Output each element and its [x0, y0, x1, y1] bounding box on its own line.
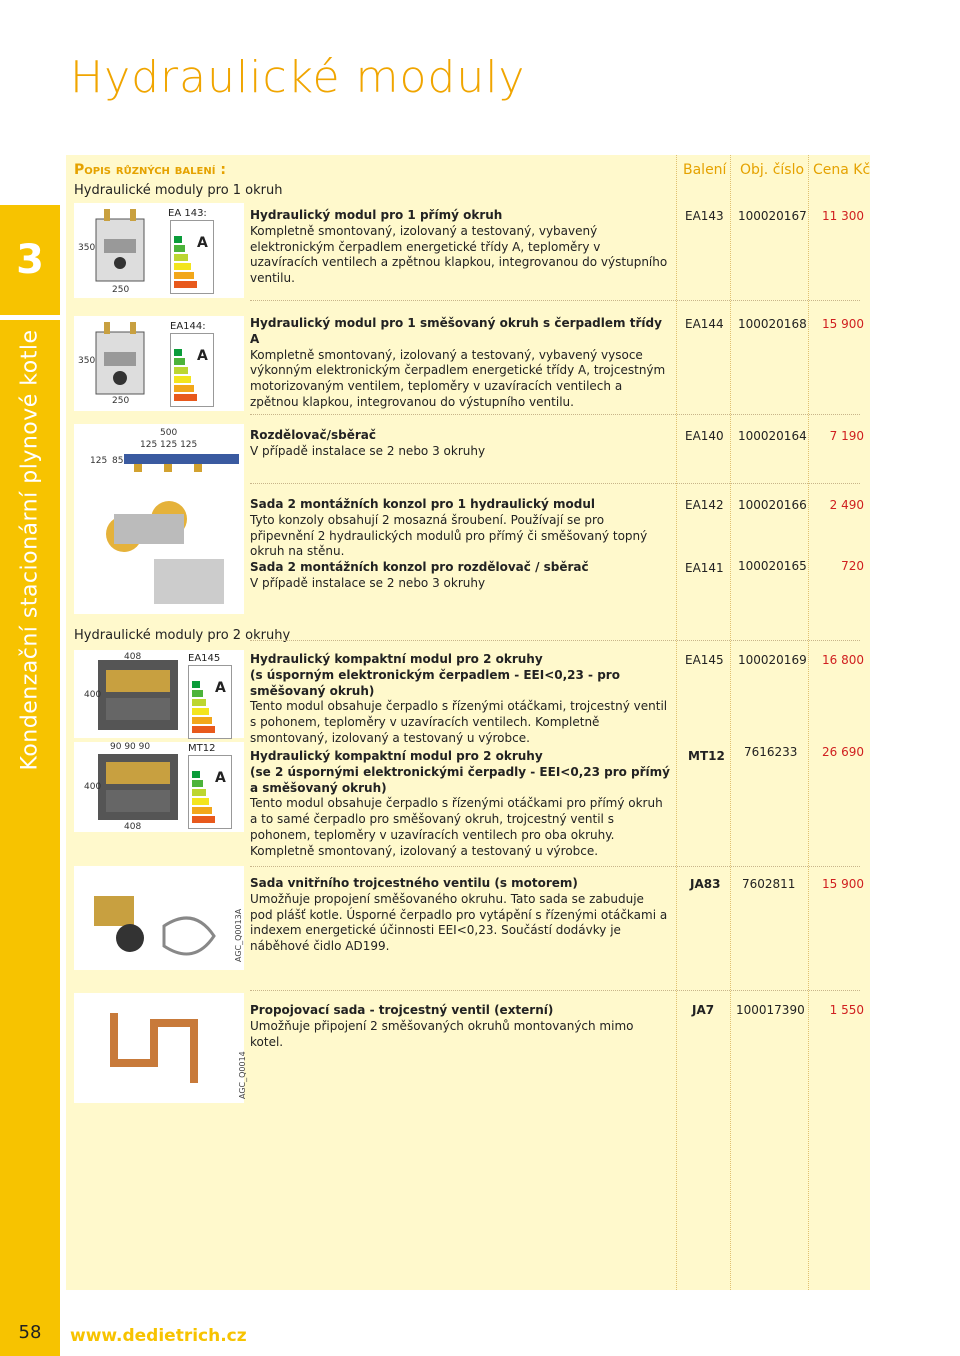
- page-title: Hydraulické moduly: [70, 52, 526, 103]
- item-title: Rozdělovač/sběrač: [250, 428, 376, 442]
- dim-label: 250: [112, 285, 130, 295]
- copper-pipe-icon: [74, 993, 244, 1103]
- item-price: 7 190: [829, 429, 864, 443]
- sidebar-text: Kondenzační stacionární plynové kotle: [17, 329, 43, 771]
- item-desc: Tento modul obsahuje čerpadlo s řízenými otáčkami pro přímý okruh a to samé čerpadlo pro směšovaný okruh, trojcestný ventil s pohonem, teploměry v uzavíracích ventilech pro oba okruhy. Kompletně smontovaný, izolovaný a testovaný u výrobce.: [250, 796, 663, 858]
- hydraulic-module-icon: [74, 316, 244, 411]
- website-link[interactable]: www.dedietrich.cz: [70, 1326, 247, 1346]
- item-title: Hydraulický kompaktní modul pro 2 okruhy: [250, 749, 543, 763]
- item-ea142: [250, 497, 670, 560]
- dim-label: 125: [90, 456, 108, 466]
- mt12-illustration: [74, 742, 244, 832]
- dim-label: 350: [78, 356, 96, 366]
- dim-label: 250: [112, 396, 130, 406]
- divider: [250, 866, 860, 867]
- item-desc: Umožňuje propojení směšovaného okruhu. Tato sada se zabuduje pod plášť kotle. Úsporné čerpadlo pro vytápění s řízenými otáčkami a indexem energetické účinnosti EEI<0,23. Součástí dodávky je náběhové čidlo AD199.: [250, 891, 668, 954]
- dim-label: 408: [124, 652, 142, 662]
- item-ea145: [250, 652, 670, 747]
- manifold-illustration: [74, 424, 244, 614]
- valve-kit-illustration: [74, 866, 244, 970]
- dim-label: 400: [84, 690, 102, 700]
- item-ea144: [250, 316, 670, 411]
- item-ea143: [250, 208, 670, 287]
- item-title: Propojovací sada - trojcestný ventil (externí): [250, 1003, 554, 1017]
- dim-label: 350: [78, 243, 96, 253]
- ea145-label: EA145: [188, 653, 221, 664]
- item-title: Hydraulický kompaktní modul pro 2 okruhy: [250, 652, 543, 666]
- item-price: 15 900: [822, 877, 864, 891]
- dim-label: 400: [84, 782, 102, 792]
- divider: [250, 640, 860, 641]
- ea143-illustration: [74, 203, 244, 298]
- item-number: 100020167: [738, 209, 807, 223]
- item-code: EA142: [685, 498, 724, 512]
- item-price: 2 490: [829, 498, 864, 512]
- item-desc: V případě instalace se 2 nebo 3 okruhy: [250, 575, 486, 590]
- item-code: EA144: [685, 317, 724, 331]
- item-code: MT12: [688, 749, 725, 763]
- divider: [250, 300, 860, 301]
- item-code: EA141: [685, 561, 724, 575]
- item-number: 7602811: [742, 877, 796, 891]
- item-number: 7616233: [744, 745, 798, 759]
- hydraulic-module-icon: [74, 203, 244, 298]
- item-code: JA7: [692, 1003, 715, 1017]
- item-subtitle: (se 2 úspornými elektronickými čerpadly - EEI<0,23 pro přímý a směšovaný okruh): [250, 764, 670, 795]
- item-desc: Kompletně smontovaný, izolovaný a testovaný, vybavený vysoce výkonným elektronickým čerpadlem energetické třídy A, trojcestným motorizovaným ventilem, teploměry v uzavíracích ventilech a zpětnou klapkou, integrovanou do výstupního ventilu.: [250, 347, 666, 409]
- energy-label-icon: A: [188, 755, 232, 829]
- item-price: 720: [841, 559, 864, 573]
- item-title: Hydraulický modul pro 1 směšovaný okruh s čerpadlem třídy A: [250, 316, 662, 346]
- item-code: JA83: [690, 877, 721, 891]
- chapter-number: 3: [0, 205, 60, 315]
- item-title: Sada 2 montážních konzol pro rozdělovač / sběrač: [250, 560, 589, 574]
- divider: [250, 414, 860, 415]
- column-divider: [676, 155, 677, 1290]
- item-price: 26 690: [822, 745, 864, 759]
- item-title: Sada 2 montážních konzol pro 1 hydraulický modul: [250, 497, 595, 511]
- item-title: Hydraulický modul pro 1 přímý okruh: [250, 208, 503, 222]
- item-code: EA145: [685, 653, 724, 667]
- item-desc: Tento modul obsahuje čerpadlo s řízenými otáčkami, trojcestný ventil s pohonem, teploměry v uzavíracích ventilech. Kompletně smontovaný, izolovaný a testovaný u výrobce.: [250, 699, 668, 745]
- item-subtitle: (s úsporným elektronickým čerpadlem - EEI<0,23 - pro směšovaný okruh): [250, 667, 620, 698]
- item-ja7: [250, 1003, 670, 1050]
- column-header-obj: Obj. číslo: [740, 162, 805, 178]
- ea145-illustration: [74, 650, 244, 738]
- energy-label-icon: A: [188, 665, 232, 739]
- column-header-baleni: Balení: [683, 162, 727, 178]
- item-price: 15 900: [822, 317, 864, 331]
- manifold-icon: [74, 424, 244, 614]
- item-title: Sada vnitřního trojcestného ventilu (s motorem): [250, 876, 578, 890]
- energy-label-icon: A: [170, 220, 214, 294]
- ea144-label: EA144:: [170, 321, 206, 332]
- item-number: 100017390: [736, 1003, 805, 1017]
- item-number: 100020169: [738, 653, 807, 667]
- item-code: EA143: [685, 209, 724, 223]
- item-number: 100020166: [738, 498, 807, 512]
- column-divider: [730, 155, 731, 1290]
- dim-label: 408: [124, 822, 142, 832]
- image-code: AGC_Q0014: [238, 1051, 247, 1099]
- item-mt12: [250, 749, 670, 860]
- energy-label-icon: A: [170, 333, 214, 407]
- section-heading: Popis různých balení :: [74, 162, 226, 178]
- item-number: 100020165: [738, 559, 807, 573]
- divider: [250, 483, 860, 484]
- item-ja83: [250, 876, 670, 955]
- column-header-cena: Cena Kč: [813, 162, 871, 178]
- dim-label: 85: [112, 456, 124, 466]
- item-price: 16 800: [822, 653, 864, 667]
- item-desc: V případě instalace se 2 nebo 3 okruhy: [250, 443, 486, 458]
- item-ea140: [250, 428, 670, 460]
- item-desc: Umožňuje připojení 2 směšovaných okruhů montovaných mimo kotel.: [250, 1018, 634, 1049]
- item-desc: Kompletně smontovaný, izolovaný a testovaný, vybavený elektronickým čerpadlem energetické třídy A, teploměry v uzavíracích ventilech a zpětnou klapkou, integrovanou do výstupního ventilu.: [250, 223, 668, 286]
- ea144-illustration: [74, 316, 244, 411]
- external-valve-illustration: [74, 993, 247, 1103]
- valve-kit-icon: [74, 866, 244, 970]
- page-number: 58: [0, 1310, 60, 1356]
- item-code: EA140: [685, 429, 724, 443]
- image-code: AGC_Q0013A: [234, 908, 243, 962]
- subheading-1-circuit: Hydraulické moduly pro 1 okruh: [74, 183, 283, 198]
- mt12-label: MT12: [188, 743, 216, 754]
- item-ea141: [250, 560, 670, 592]
- subheading-2-circuits: Hydraulické moduly pro 2 okruhy: [74, 628, 291, 643]
- item-number: 100020168: [738, 317, 807, 331]
- item-price: 1 550: [829, 1003, 864, 1017]
- ea143-label: EA 143:: [168, 208, 207, 219]
- divider: [250, 990, 860, 991]
- dim-label: 90 90 90: [110, 742, 151, 752]
- dim-label: 500: [160, 428, 178, 438]
- item-price: 11 300: [822, 209, 864, 223]
- dim-label: 125 125 125: [140, 440, 198, 450]
- item-desc: Tyto konzoly obsahují 2 mosazná šroubení. Používají se pro připevnění 2 hydraulických modulů pro přímý či směšovaný topný okruh na stěnu.: [250, 512, 648, 559]
- item-number: 100020164: [738, 429, 807, 443]
